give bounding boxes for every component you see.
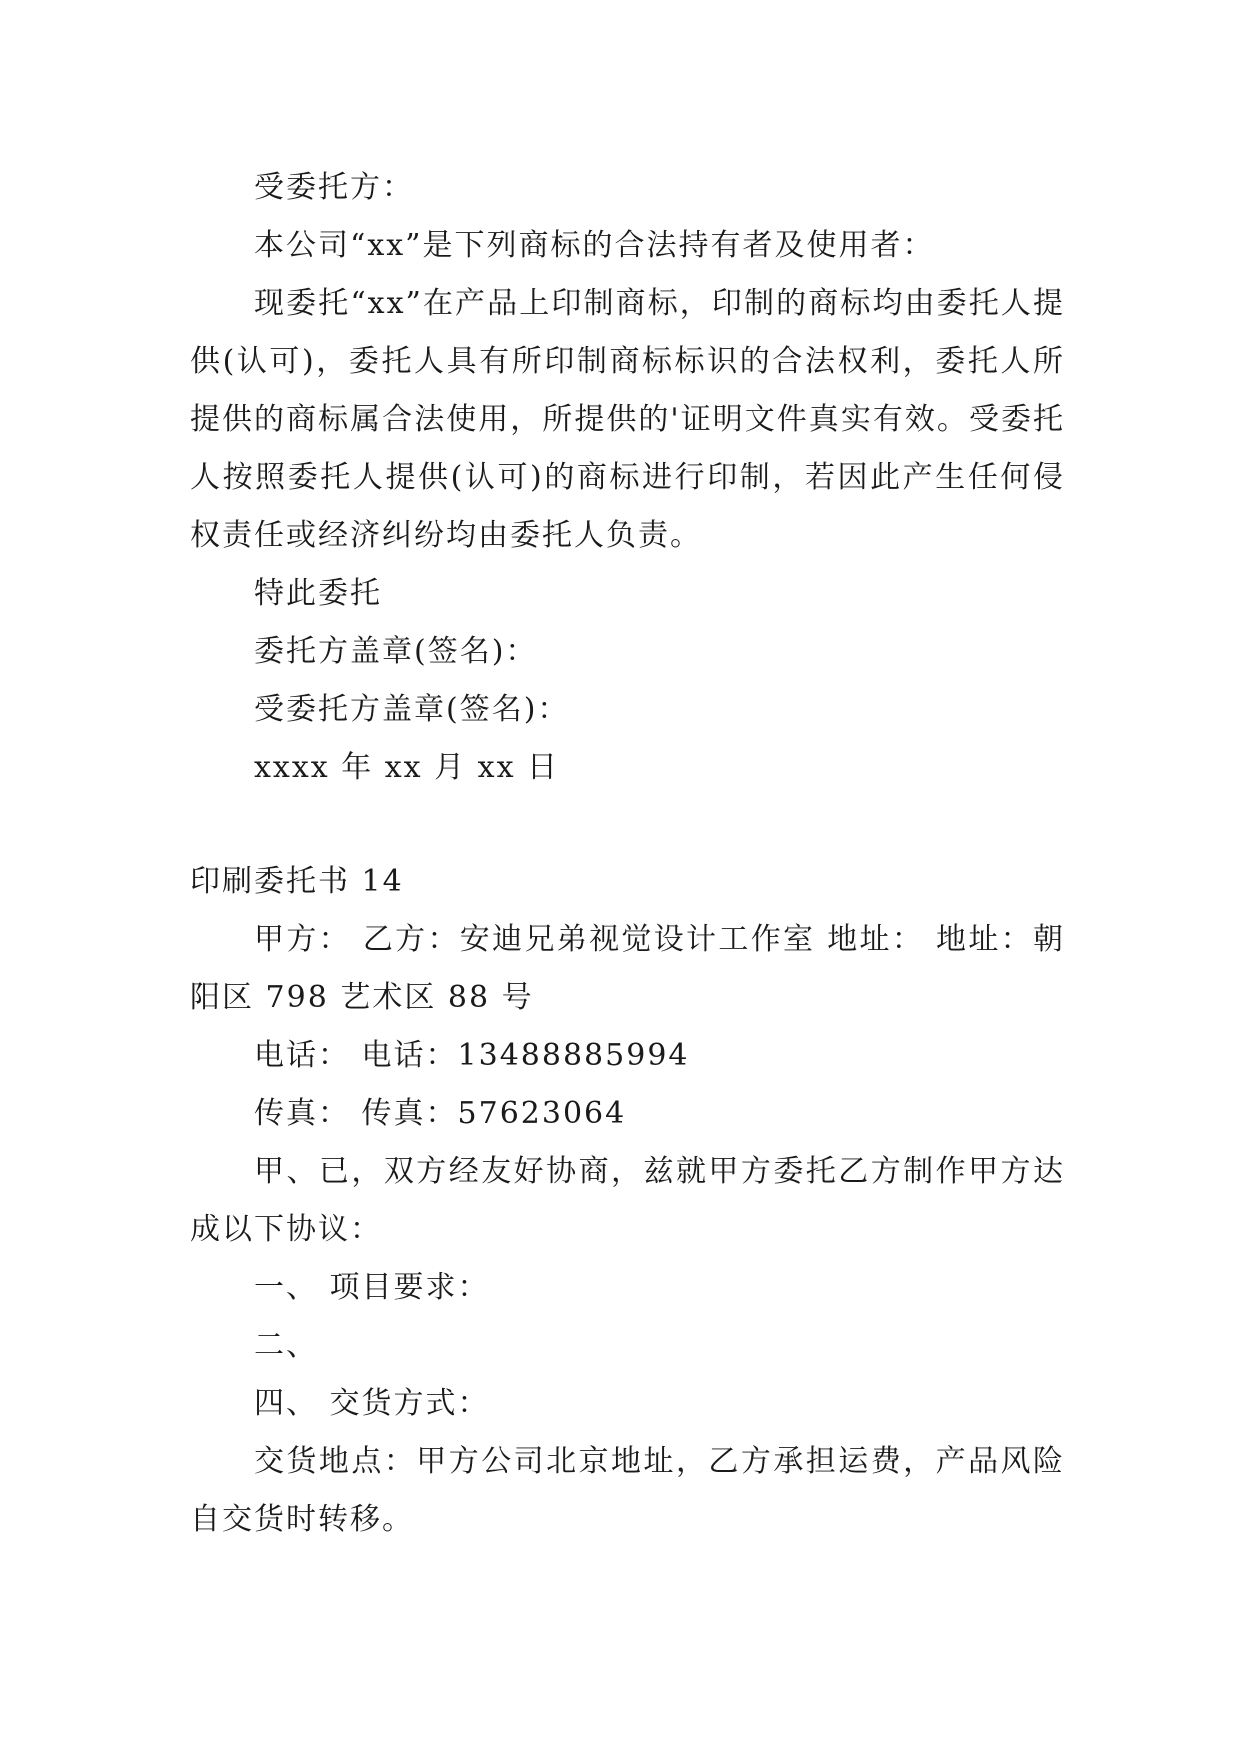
paragraph-hereby-entrust: 特此委托 bbox=[254, 576, 382, 611]
paragraph-entrusted-seal: 受委托方盖章(签名)： bbox=[254, 692, 570, 727]
paragraph-item-four: 四、 交货方式： bbox=[254, 1386, 490, 1421]
paragraph-entrustment-body: 现委托“xx”在产品上印制商标，印制的商标均由委托人提供(认可)，委托人具有所印制商标标识的合法权利，委托人所提供的商标属合法使用，所提供的'证明文件真实有效。受委托人按照委托人提供(认可)的商标进行印制，若因此产生任何侵权责任或经济纠纷均由委托人负责。 bbox=[190, 286, 1065, 553]
section-gap bbox=[190, 797, 1065, 853]
paragraph-date: xxxx 年 xx 月 xx 日 bbox=[254, 750, 560, 785]
section-heading: 印刷委托书 14 bbox=[190, 864, 404, 899]
paragraph-item-one: 一、 项目要求： bbox=[254, 1270, 490, 1305]
document-page bbox=[190, 159, 1065, 1549]
paragraph-entrusted-party: 受委托方： bbox=[254, 170, 414, 205]
paragraph-trademark-holder: 本公司“xx”是下列商标的合法持有者及使用者： bbox=[254, 228, 935, 263]
paragraph-agreement-intro: 甲、已，双方经友好协商，兹就甲方委托乙方制作甲方达成以下协议： bbox=[190, 1154, 1065, 1247]
paragraph-phone: 电话： 电话：13488885994 bbox=[254, 1038, 690, 1073]
paragraph-delivery-location: 交货地点：甲方公司北京地址，乙方承担运费，产品风险自交货时转移。 bbox=[190, 1444, 1065, 1537]
paragraph-fax: 传真： 传真：57623064 bbox=[254, 1096, 627, 1131]
paragraph-parties-address: 甲方： 乙方：安迪兄弟视觉设计工作室 地址： 地址：朝阳区 798 艺术区 88 号 bbox=[190, 922, 1065, 1015]
paragraph-client-seal: 委托方盖章(签名)： bbox=[254, 634, 538, 669]
paragraph-item-two: 二、 bbox=[254, 1328, 318, 1363]
